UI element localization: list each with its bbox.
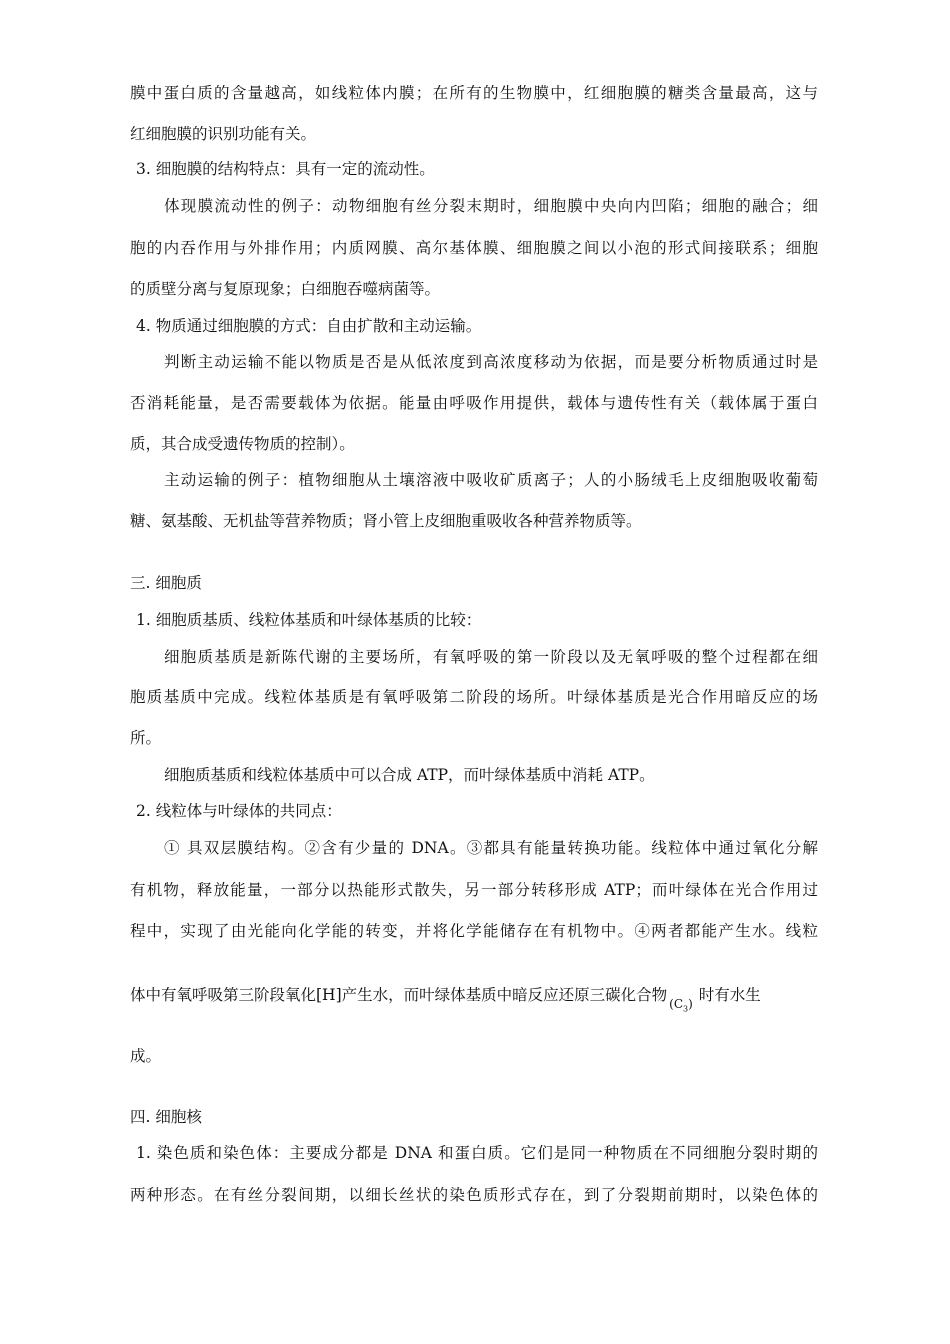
paragraph-line: 体现膜流动性的例子：动物细胞有丝分裂末期时，细胞膜中央向内凹陷；细胞的融合；细 [164, 197, 818, 215]
paragraph-line: 胞的内吞作用与外排作用；内质网膜、高尔基体膜、细胞膜之间以小泡的形式间接联系；细胞 [130, 239, 818, 257]
paragraph-text: 时有水生 [698, 986, 761, 1004]
paragraph-line: 判断主动运输不能以物质是否是从低浓度到高浓度移动为依据，而是要分析物质通过时是 [164, 353, 818, 371]
paragraph-line: 红细胞膜的识别功能有关。 [130, 125, 317, 143]
paragraph-line: 两种形态。在有丝分裂间期，以细长丝状的染色质形式存在，到了分裂期前期时，以染色体的 [130, 1186, 818, 1204]
paragraph-line: 1. 染色质和染色体：主要成分都是 DNA 和蛋白质。它们是同一种物质在不同细胞分裂时期的 [136, 1144, 818, 1162]
formula-c3: (C3) [669, 997, 693, 1014]
paragraph-line: 否消耗能量，是否需要载体为依据。能量由呼吸作用提供，载体与遗传性有关（载体属于蛋白 [130, 394, 818, 412]
section-item-heading: 1. 细胞质基质、线粒体基质和叶绿体基质的比较： [136, 611, 482, 629]
paragraph-line: 膜中蛋白质的含量越高，如线粒体内膜；在所有的生物膜中，红细胞膜的糖类含量最高，这与 [130, 84, 818, 102]
paragraph-line: 细胞质基质是新陈代谢的主要场所，有氧呼吸的第一阶段以及无氧呼吸的整个过程都在细 [164, 648, 818, 666]
paragraph-line: 所。 [130, 729, 162, 747]
section-heading: 三. 细胞质 [130, 574, 202, 592]
paragraph-line [130, 985, 818, 1014]
paragraph-line: 质，其合成受遗传物质的控制）。 [130, 435, 355, 453]
section-item-heading: 2. 线粒体与叶绿体的共同点： [136, 802, 342, 820]
paragraph-line: 糖、氨基酸、无机盐等营养物质；肾小管上皮细胞重吸收各种营养物质等。 [130, 512, 642, 530]
section-heading: 四. 细胞核 [130, 1108, 202, 1126]
section-item-heading: 3. 细胞膜的结构特点：具有一定的流动性。 [136, 160, 435, 178]
paragraph-line: 成。 [130, 1047, 162, 1065]
paragraph-line: 程中，实现了由光能向化学能的转变，并将化学能储存在有机物中。④两者都能产生水。线粒 [130, 922, 818, 940]
paragraph-text: 体中有氧呼吸第三阶段氧化[H]产生水，而叶绿体基质中暗反应还原三碳化合物 [130, 986, 668, 1004]
paragraph-line: 的质壁分离与复原现象；白细胞吞噬病菌等。 [130, 280, 441, 298]
section-item-heading: 4. 物质通过细胞膜的方式：自由扩散和主动运输。 [136, 317, 482, 335]
paragraph-line: 有机物，释放能量，一部分以热能形式散失，另一部分转移形成 ATP；而叶绿体在光合作用过 [130, 881, 818, 899]
paragraph-line: 细胞质基质和线粒体基质中可以合成 ATP，而叶绿体基质中消耗 ATP。 [164, 766, 655, 784]
paragraph-line: 主动运输的例子：植物细胞从土壤溶液中吸收矿质离子；人的小肠绒毛上皮细胞吸收葡萄 [164, 471, 818, 489]
paragraph-line: ① 具双层膜结构。②含有少量的 DNA。③都具有能量转换功能。线粒体中通过氧化分解 [164, 839, 818, 857]
paragraph-line: 胞质基质中完成。线粒体基质是有氧呼吸第二阶段的场所。叶绿体基质是光合作用暗反应的场 [130, 688, 818, 706]
